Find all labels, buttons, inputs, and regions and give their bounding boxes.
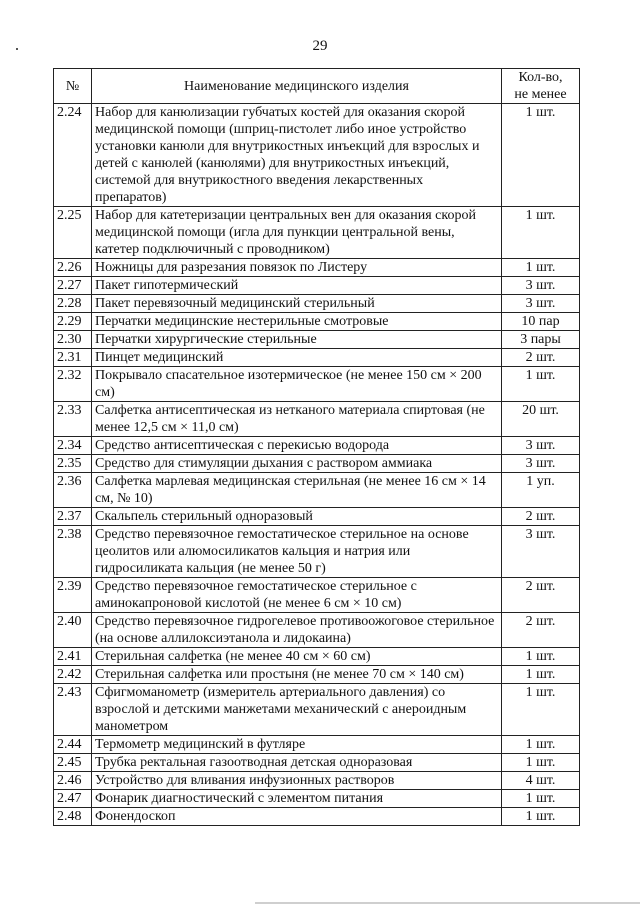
row-item-name: Салфетка марлевая медицинская стерильная (не менее 16 см × 14 см, № 10) <box>92 473 502 508</box>
row-quantity: 1 шт. <box>502 648 580 666</box>
row-item-name: Средство для стимуляции дыхания с раствором аммиака <box>92 455 502 473</box>
row-number: 2.33 <box>54 402 92 437</box>
row-quantity: 4 шт. <box>502 772 580 790</box>
row-quantity: 3 шт. <box>502 455 580 473</box>
row-item-name: Набор для катетеризации центральных вен для оказания скорой медицинской помощи (игла для пункции центральной вены, катетер подключичный с проводником) <box>92 207 502 259</box>
table-row <box>54 207 580 259</box>
header-quantity-line1: Кол-во, <box>518 70 563 85</box>
row-item-name: Перчатки хирургические стерильные <box>92 331 502 349</box>
row-item-name: Перчатки медицинские нестерильные смотровые <box>92 313 502 331</box>
row-quantity: 20 шт. <box>502 402 580 437</box>
medical-items-table <box>53 68 580 826</box>
row-number: 2.31 <box>54 349 92 367</box>
row-number: 2.30 <box>54 331 92 349</box>
row-item-name: Фонарик диагностический с элементом питания <box>92 790 502 808</box>
row-item-name: Пакет перевязочный медицинский стерильный <box>92 295 502 313</box>
row-number: 2.29 <box>54 313 92 331</box>
table-body <box>54 104 580 826</box>
row-number: 2.39 <box>54 578 92 613</box>
row-item-name: Средство перевязочное гемостатическое стерильное с аминокапроновой кислотой (не менее 6 см × 10 см) <box>92 578 502 613</box>
table-row <box>54 736 580 754</box>
row-quantity: 2 шт. <box>502 613 580 648</box>
header-quantity-line2: не менее <box>514 87 567 102</box>
table-row <box>54 367 580 402</box>
row-item-name: Устройство для вливания инфузионных растворов <box>92 772 502 790</box>
table-row <box>54 277 580 295</box>
row-quantity: 1 шт. <box>502 666 580 684</box>
row-number: 2.35 <box>54 455 92 473</box>
row-number: 2.28 <box>54 295 92 313</box>
row-quantity: 1 шт. <box>502 808 580 826</box>
table-row <box>54 508 580 526</box>
row-number: 2.37 <box>54 508 92 526</box>
table-row <box>54 648 580 666</box>
header-item-name: Наименование медицинского изделия <box>92 69 502 104</box>
row-number: 2.45 <box>54 754 92 772</box>
row-quantity: 1 шт. <box>502 367 580 402</box>
table-row <box>54 684 580 736</box>
table-header-row <box>54 69 580 104</box>
table-row <box>54 526 580 578</box>
row-number: 2.44 <box>54 736 92 754</box>
table-row <box>54 790 580 808</box>
header-quantity <box>502 69 580 104</box>
row-number: 2.24 <box>54 104 92 207</box>
row-number: 2.38 <box>54 526 92 578</box>
row-quantity: 2 шт. <box>502 508 580 526</box>
row-item-name: Средство перевязочное гемостатическое стерильное на основе цеолитов или алюмосиликатов кальция и натрия или гидросиликата кальция (не менее 50 г) <box>92 526 502 578</box>
row-number: 2.27 <box>54 277 92 295</box>
row-quantity: 3 шт. <box>502 526 580 578</box>
table-row <box>54 104 580 207</box>
row-number: 2.25 <box>54 207 92 259</box>
row-quantity: 1 шт. <box>502 754 580 772</box>
row-item-name: Трубка ректальная газоотводная детская одноразовая <box>92 754 502 772</box>
row-quantity: 1 шт. <box>502 104 580 207</box>
row-number: 2.34 <box>54 437 92 455</box>
table-row <box>54 754 580 772</box>
page-number: 29 <box>312 38 328 54</box>
row-item-name: Покрывало спасательное изотермическое (не менее 150 см × 200 см) <box>92 367 502 402</box>
row-quantity: 1 шт. <box>502 684 580 736</box>
table-row <box>54 402 580 437</box>
row-quantity: 1 шт. <box>502 790 580 808</box>
row-number: 2.47 <box>54 790 92 808</box>
table-row <box>54 331 580 349</box>
row-quantity: 3 пары <box>502 331 580 349</box>
row-quantity: 2 шт. <box>502 349 580 367</box>
row-quantity: 3 шт. <box>502 277 580 295</box>
row-quantity: 3 шт. <box>502 295 580 313</box>
row-quantity: 1 шт. <box>502 259 580 277</box>
row-item-name: Средство антисептическая с перекисью водорода <box>92 437 502 455</box>
row-item-name: Сфигмоманометр (измеритель артериального давления) со взрослой и детскими манжетами механический с анероидным манометром <box>92 684 502 736</box>
row-item-name: Пакет гипотермический <box>92 277 502 295</box>
table-row <box>54 578 580 613</box>
row-quantity: 3 шт. <box>502 437 580 455</box>
table-row <box>54 349 580 367</box>
row-number: 2.26 <box>54 259 92 277</box>
table-row <box>54 666 580 684</box>
table-row <box>54 808 580 826</box>
row-number: 2.46 <box>54 772 92 790</box>
table-row <box>54 455 580 473</box>
row-number: 2.36 <box>54 473 92 508</box>
bottom-edge-line <box>255 902 640 904</box>
row-number: 2.41 <box>54 648 92 666</box>
row-item-name: Фонендоскоп <box>92 808 502 826</box>
row-item-name: Скальпель стерильный одноразовый <box>92 508 502 526</box>
row-number: 2.48 <box>54 808 92 826</box>
row-quantity: 2 шт. <box>502 578 580 613</box>
row-item-name: Салфетка антисептическая из нетканого материала спиртовая (не менее 12,5 см × 11,0 см) <box>92 402 502 437</box>
table-row <box>54 772 580 790</box>
row-number: 2.32 <box>54 367 92 402</box>
table-row <box>54 473 580 508</box>
row-item-name: Пинцет медицинский <box>92 349 502 367</box>
row-item-name: Ножницы для разрезания повязок по Листеру <box>92 259 502 277</box>
table-row <box>54 295 580 313</box>
row-quantity: 10 пар <box>502 313 580 331</box>
row-item-name: Термометр медицинский в футляре <box>92 736 502 754</box>
row-item-name: Стерильная салфетка или простыня (не менее 70 см × 140 см) <box>92 666 502 684</box>
row-quantity: 1 шт. <box>502 736 580 754</box>
table-row <box>54 613 580 648</box>
row-item-name: Средство перевязочное гидрогелевое противоожоговое стерильное (на основе аллилоксиэтанола и лидокаина) <box>92 613 502 648</box>
row-quantity: 1 шт. <box>502 207 580 259</box>
row-quantity: 1 уп. <box>502 473 580 508</box>
table-row <box>54 437 580 455</box>
table-row <box>54 313 580 331</box>
row-number: 2.42 <box>54 666 92 684</box>
row-number: 2.43 <box>54 684 92 736</box>
row-item-name: Набор для канюлизации губчатых костей для оказания скорой медицинской помощи (шприц-пистолет либо иное устройство установки канюли для внутрикостных инъекций для взрослых и детей с канюлей (канюлями) для внутрикостных инъекций, системой для внутрикостного введения лекарственных препаратов) <box>92 104 502 207</box>
table-row <box>54 259 580 277</box>
row-number: 2.40 <box>54 613 92 648</box>
header-number: № <box>54 69 92 104</box>
row-item-name: Стерильная салфетка (не менее 40 см × 60 см) <box>92 648 502 666</box>
